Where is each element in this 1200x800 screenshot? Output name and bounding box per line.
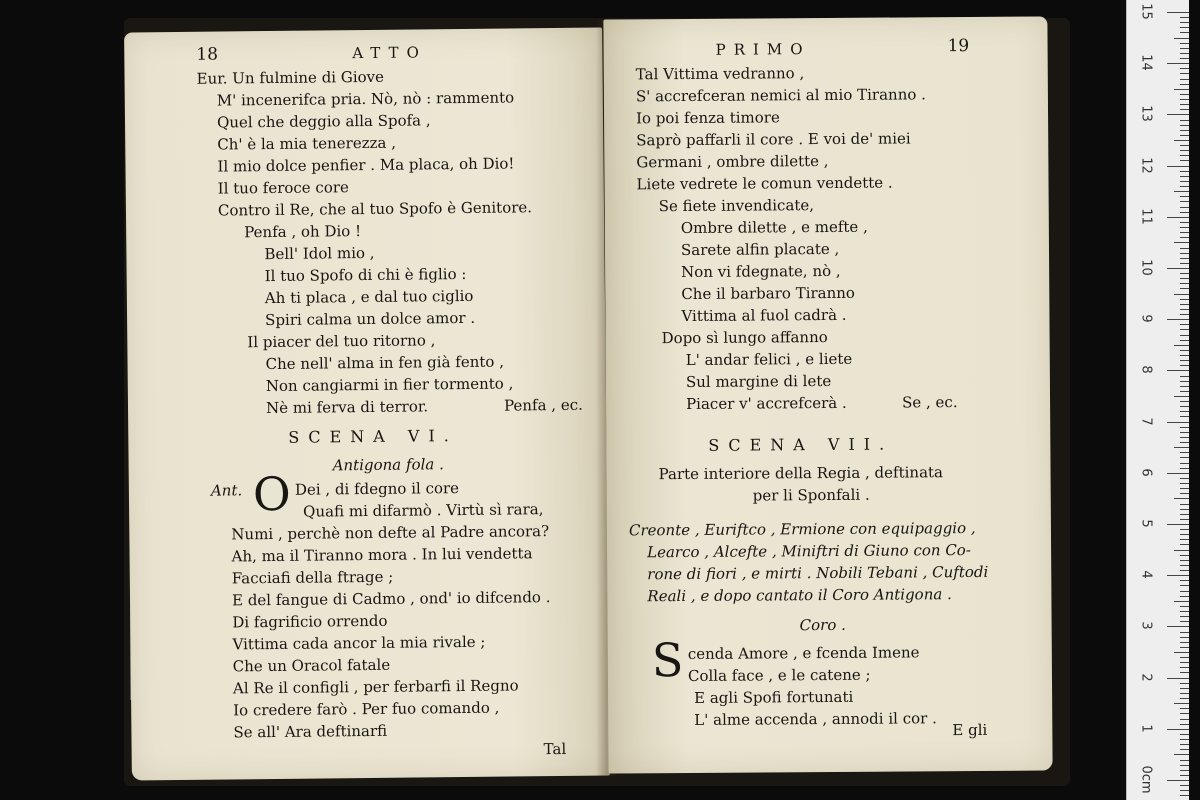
- speaker-label: Ant.: [210, 481, 243, 500]
- measurement-ruler: [1126, 0, 1189, 800]
- ruler-tick: [1180, 150, 1189, 151]
- ruler-tick: [1180, 457, 1189, 458]
- ruler-number: 4: [1138, 570, 1154, 579]
- ruler-tick: [1180, 744, 1189, 745]
- text-line: Vittima al fuol cadrà .: [681, 305, 847, 326]
- ruler-tick: [1180, 667, 1189, 668]
- text-line: Vittima cada ancor la mia rivale ;: [232, 632, 486, 654]
- page-number: 18: [196, 44, 219, 65]
- ruler-tick: [1167, 780, 1189, 781]
- running-head: PRIMO: [715, 40, 811, 59]
- ruler-tick: [1180, 109, 1189, 110]
- ruler-tick: [1180, 304, 1189, 305]
- ruler-tick: [1174, 191, 1189, 192]
- ruler-tick: [1180, 43, 1189, 44]
- ruler-tick: [1180, 642, 1189, 643]
- text-line: Piacer v' accrefcerà .: [685, 393, 847, 413]
- ruler-number: 7: [1138, 416, 1154, 426]
- text-line: Io poi fenza timore: [636, 108, 780, 128]
- ruler-number: 9: [1138, 314, 1154, 323]
- ruler-tick: [1180, 401, 1189, 402]
- ruler-tick: [1180, 795, 1189, 796]
- ruler-number: 13: [1138, 105, 1154, 123]
- ruler-tick: [1180, 324, 1189, 325]
- ruler-tick: [1180, 288, 1189, 289]
- text-line: Numi , perchè non defte al Padre ancora?: [231, 522, 550, 544]
- ruler-tick: [1180, 504, 1189, 505]
- ruler-number: 1: [1138, 724, 1154, 733]
- ruler-tick: [1180, 365, 1189, 366]
- ruler-tick: [1180, 488, 1189, 489]
- ruler-tick: [1180, 632, 1189, 633]
- ruler-tick: [1180, 386, 1189, 387]
- text-line: Che un Oracol fatale: [232, 655, 391, 676]
- ruler-tick: [1180, 350, 1189, 351]
- ruler-tick: [1180, 155, 1189, 156]
- ruler-tick: [1180, 299, 1189, 300]
- ruler-tick: [1174, 396, 1189, 397]
- ruler-tick: [1180, 647, 1189, 648]
- ruler-tick: [1180, 657, 1189, 658]
- ruler-tick: [1174, 242, 1189, 243]
- ruler-tick: [1180, 662, 1189, 663]
- ruler-tick: [1167, 114, 1189, 115]
- text-line: Saprò paffarli il core . E voi de' miei: [636, 129, 911, 150]
- ruler-tick: [1180, 248, 1189, 249]
- ruler-tick: [1180, 181, 1189, 182]
- ruler-tick: [1174, 140, 1189, 141]
- setting-line: per li Sponfali .: [752, 485, 870, 505]
- text-line: Di fagrificio orrendo: [232, 611, 388, 632]
- ruler-tick: [1167, 370, 1189, 371]
- ruler-tick: [1180, 519, 1189, 520]
- ruler-tick: [1180, 130, 1189, 131]
- ruler-tick: [1180, 785, 1189, 786]
- ruler-tick: [1180, 432, 1189, 433]
- page-number: 19: [947, 36, 970, 57]
- chorus-label: Coro .: [799, 615, 846, 635]
- ruler-tick: [1180, 94, 1189, 95]
- ruler-tick: [1180, 437, 1189, 438]
- running-head: ATTO: [352, 43, 428, 63]
- ruler-tick: [1174, 447, 1189, 448]
- ruler-tick: [1180, 79, 1189, 80]
- text-line: Colla face , e le catene ;: [687, 665, 871, 685]
- text-line: Bell' Idol mio ,: [264, 243, 375, 264]
- ruler-tick: [1174, 550, 1189, 551]
- scene-title: SCENA VII.: [708, 434, 894, 455]
- ruler-tick: [1180, 263, 1189, 264]
- text-line: Quafi mi difarmò . Virtù sì rara,: [303, 500, 544, 521]
- text-line: S' accrefceran nemici al mio Tiranno .: [635, 85, 926, 106]
- cast-line: Reali , e dopo cantato il Coro Antigona .: [647, 585, 952, 606]
- ruler-tick: [1180, 120, 1189, 121]
- ruler-tick: [1180, 529, 1189, 530]
- text-line: Liete vedrete le comun vendette .: [636, 173, 893, 194]
- ruler-tick: [1180, 335, 1189, 336]
- text-line: Penfa , oh Dio !: [244, 222, 362, 242]
- ruler-tick: [1180, 27, 1189, 28]
- ruler-tick: [1167, 268, 1189, 269]
- ruler-tick: [1180, 611, 1189, 612]
- ruler-tick: [1180, 591, 1189, 592]
- ruler-number: 10: [1138, 259, 1154, 276]
- ruler-tick: [1180, 672, 1189, 673]
- ruler-tick: [1180, 713, 1189, 714]
- ruler-tick: [1180, 176, 1189, 177]
- text-line: Se , ec.: [901, 393, 958, 412]
- left-page: [124, 28, 610, 781]
- ruler-number: 12: [1138, 156, 1154, 174]
- ruler-tick: [1174, 345, 1189, 346]
- ruler-tick: [1167, 678, 1189, 679]
- ruler-tick: [1180, 329, 1189, 330]
- ruler-number: 5: [1138, 519, 1154, 528]
- ruler-tick: [1167, 166, 1189, 167]
- text-line: Dopo sì lungo affanno: [661, 328, 828, 348]
- ruler-tick: [1180, 406, 1189, 407]
- ruler-tick: [1180, 391, 1189, 392]
- text-line: cenda Amore , e fcenda Imene: [687, 643, 920, 663]
- text-line: Che nell' alma in fen già fento ,: [265, 352, 505, 374]
- ruler-tick: [1180, 683, 1189, 684]
- ruler-tick: [1180, 160, 1189, 161]
- ruler-tick: [1180, 232, 1189, 233]
- ruler-tick: [1167, 12, 1189, 13]
- ruler-tick: [1180, 585, 1189, 586]
- ruler-tick: [1180, 765, 1189, 766]
- text-line: Dei , di fdegno il core: [294, 479, 460, 499]
- ruler-tick: [1180, 509, 1189, 510]
- ruler-tick: [1180, 606, 1189, 607]
- ruler-tick: [1180, 719, 1189, 720]
- text-line: Sul margine di lete: [685, 371, 832, 391]
- ruler-tick: [1180, 360, 1189, 361]
- ruler-tick: [1180, 283, 1189, 284]
- ruler-tick: [1180, 222, 1189, 223]
- ruler-tick: [1180, 411, 1189, 412]
- text-line: Ombre dilette , e mefte ,: [680, 217, 868, 238]
- text-line: Tal Vittima vedranno ,: [635, 64, 805, 84]
- text-line: Ch' è la mia tenerezza ,: [217, 133, 397, 154]
- ruler-tick: [1180, 514, 1189, 515]
- ruler-tick: [1167, 422, 1189, 423]
- ruler-tick: [1180, 790, 1189, 791]
- text-line: L' andar felici , e liete: [685, 349, 853, 369]
- ruler-tick: [1180, 616, 1189, 617]
- text-line: Il mio dolce penfier . Ma placa, oh Dio!: [217, 154, 515, 176]
- ruler-number: 2: [1138, 672, 1154, 682]
- ruler-tick: [1180, 73, 1189, 74]
- ruler-number: 8: [1138, 365, 1154, 375]
- ruler-tick: [1167, 524, 1189, 525]
- ruler-tick: [1180, 381, 1189, 382]
- ruler-tick: [1180, 258, 1189, 259]
- ruler-tick: [1180, 84, 1189, 85]
- ruler-tick: [1180, 104, 1189, 105]
- ruler-tick: [1180, 468, 1189, 469]
- ruler-number: 15: [1138, 3, 1154, 20]
- ruler-tick: [1180, 760, 1189, 761]
- ruler-tick: [1180, 309, 1189, 310]
- ruler-tick: [1180, 739, 1189, 740]
- text-line: Facciafi della ftrage ;: [231, 567, 394, 588]
- ruler-tick: [1174, 601, 1189, 602]
- ruler-tick: [1180, 201, 1189, 202]
- ruler-tick: [1180, 708, 1189, 709]
- ruler-tick: [1180, 237, 1189, 238]
- ruler-tick: [1180, 621, 1189, 622]
- ruler-number: 0cm: [1138, 765, 1154, 794]
- ruler-tick: [1180, 416, 1189, 417]
- text-line: E agli Spofi fortunati: [694, 687, 854, 707]
- ruler-tick: [1180, 637, 1189, 638]
- ruler-tick: [1180, 565, 1189, 566]
- cast-line: Creonte , Euriftco , Ermione con equipaggio ,: [628, 518, 976, 540]
- ruler-tick: [1180, 314, 1189, 315]
- ruler-tick: [1180, 196, 1189, 197]
- ruler-tick: [1180, 58, 1189, 59]
- ruler-tick: [1180, 734, 1189, 735]
- scene-subtitle: Antigona fola .: [332, 455, 444, 475]
- ruler-tick: [1180, 442, 1189, 443]
- ruler-tick: [1180, 32, 1189, 33]
- text-line: Contro il Re, che al tuo Spofo è Genitore.: [217, 198, 533, 220]
- text-line: Io credere farò . Per fuo comando ,: [233, 698, 500, 720]
- ruler-tick: [1180, 688, 1189, 689]
- text-line: Ah, ma il Tiranno mora . In lui vendetta: [231, 544, 533, 566]
- ruler-tick: [1180, 273, 1189, 274]
- right-page: [603, 16, 1052, 773]
- text-line: Non cangiarmi in fier tormento ,: [265, 374, 514, 396]
- ruler-tick: [1180, 340, 1189, 341]
- drop-cap: O: [252, 466, 291, 522]
- ruler-tick: [1180, 580, 1189, 581]
- ruler-tick: [1174, 38, 1189, 39]
- ruler-tick: [1174, 294, 1189, 295]
- ruler-tick: [1174, 498, 1189, 499]
- text-line: Se all' Ara deftinarfi: [233, 721, 388, 742]
- drop-cap: S: [651, 633, 684, 688]
- ruler-tick: [1167, 626, 1189, 627]
- ruler-tick: [1180, 534, 1189, 535]
- ruler-tick: [1180, 355, 1189, 356]
- ruler-tick: [1180, 186, 1189, 187]
- text-line: Non vi fdegnate, nò ,: [681, 261, 841, 282]
- ruler-tick: [1180, 68, 1189, 69]
- ruler-tick: [1180, 135, 1189, 136]
- ruler-tick: [1180, 775, 1189, 776]
- ruler-tick: [1180, 427, 1189, 428]
- ruler-tick: [1180, 478, 1189, 479]
- text-line: Il piacer del tuo ritorno ,: [247, 331, 436, 352]
- setting-line: Parte interiore della Regia , deftinata: [658, 463, 944, 484]
- ruler-tick: [1180, 53, 1189, 54]
- cast-line: Learco , Alcefte , Miniftri di Giuno con Co-: [647, 541, 971, 562]
- ruler-tick: [1180, 145, 1189, 146]
- text-line: Germani , ombre dilette ,: [636, 151, 829, 172]
- ruler-tick: [1180, 698, 1189, 699]
- ruler-tick: [1180, 560, 1189, 561]
- catchword: E gli: [952, 720, 988, 740]
- ruler-tick: [1180, 227, 1189, 228]
- text-line: Che il barbaro Tiranno: [681, 283, 856, 304]
- ruler-number: 14: [1138, 54, 1154, 71]
- text-line: Quel che deggio alla Spofa ,: [216, 111, 431, 132]
- text-line: Il tuo Spofo di chi è figlio :: [264, 264, 467, 286]
- text-line: Il tuo feroce core: [217, 178, 349, 198]
- ruler-tick: [1167, 63, 1189, 64]
- ruler-tick: [1180, 17, 1189, 18]
- ruler-number: 6: [1138, 468, 1154, 477]
- text-line: Sarete alfin placate ,: [680, 239, 840, 260]
- text-line: Ah ti placa , e dal tuo ciglio: [264, 286, 474, 308]
- scene-title: SCENA VI.: [288, 426, 458, 447]
- ruler-tick: [1180, 749, 1189, 750]
- catchword: Tal: [543, 739, 567, 759]
- ruler-tick: [1167, 473, 1189, 474]
- ruler-tick: [1180, 212, 1189, 213]
- ruler-number: 3: [1138, 621, 1154, 631]
- ruler-tick: [1180, 493, 1189, 494]
- ruler-tick: [1180, 22, 1189, 23]
- ruler-tick: [1180, 278, 1189, 279]
- ruler-tick: [1180, 452, 1189, 453]
- text-line: L' alme accenda , annodi il cor .: [694, 709, 937, 729]
- text-line: Penfa , ec.: [503, 395, 583, 415]
- text-line: E del fangue di Cadmo , ond' io difcendo .: [231, 588, 551, 610]
- text-line: M' incenerifca pria. Nò, nò : rammento: [216, 88, 515, 110]
- ruler-tick: [1180, 463, 1189, 464]
- ruler-tick: [1180, 570, 1189, 571]
- ruler-tick: [1174, 754, 1189, 755]
- ruler-tick: [1174, 652, 1189, 653]
- ruler-tick: [1167, 729, 1189, 730]
- ruler-tick: [1180, 555, 1189, 556]
- ruler-tick: [1180, 376, 1189, 377]
- ruler-tick: [1167, 575, 1189, 576]
- text-line: Spiri calma un dolce amor .: [265, 308, 476, 330]
- ruler-tick: [1180, 539, 1189, 540]
- cast-line: rone di fiori , e mirti . Nobili Tebani , Cuftodi: [647, 562, 989, 584]
- ruler-tick: [1180, 99, 1189, 100]
- ruler-tick: [1174, 703, 1189, 704]
- ruler-tick: [1180, 693, 1189, 694]
- ruler-tick: [1180, 171, 1189, 172]
- ruler-tick: [1180, 48, 1189, 49]
- ruler-tick: [1180, 483, 1189, 484]
- ruler-tick: [1180, 770, 1189, 771]
- text-line: Nè mi ferva di terror.: [265, 397, 429, 418]
- text-line: Eur. Un fulmine di Giove: [196, 67, 385, 88]
- ruler-tick: [1180, 724, 1189, 725]
- ruler-number: 11: [1138, 208, 1154, 225]
- ruler-tick: [1180, 544, 1189, 545]
- ruler-tick: [1180, 125, 1189, 126]
- ruler-tick: [1167, 217, 1189, 218]
- ruler-tick: [1180, 596, 1189, 597]
- text-line: Al Re il configli , per ferbarfi il Regno: [232, 676, 519, 698]
- ruler-tick: [1180, 253, 1189, 254]
- ruler-tick: [1180, 207, 1189, 208]
- text-line: Se fiete invendicate,: [658, 196, 815, 216]
- ruler-tick: [1174, 89, 1189, 90]
- ruler-tick: [1167, 319, 1189, 320]
